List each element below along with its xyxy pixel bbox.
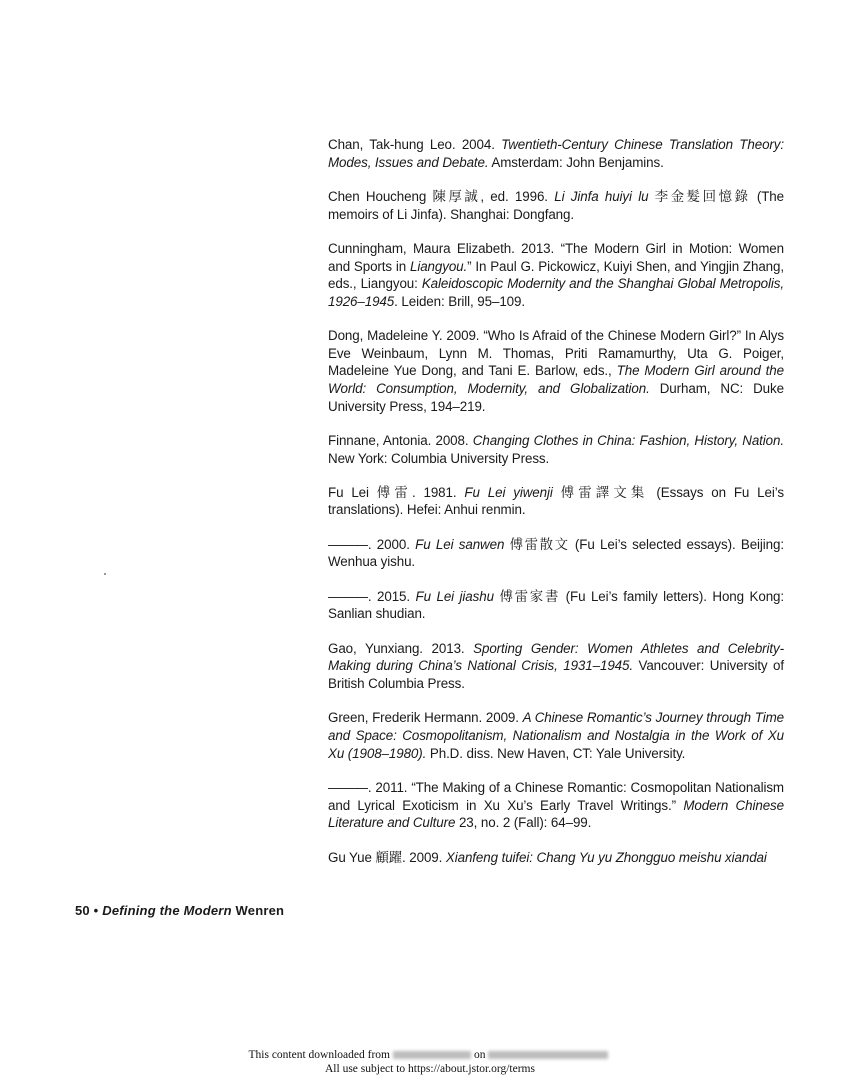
- reference-title: Liangyou.: [409, 258, 468, 274]
- bibliography-list: [328, 136, 784, 883]
- reference-title: Fu Lei jiashu: [415, 588, 494, 604]
- redacted-date: [488, 1051, 608, 1059]
- reference-entry: [328, 432, 784, 467]
- reference-entry: [328, 709, 784, 762]
- reference-text: . Leiden: Brill, 95–109.: [394, 293, 525, 309]
- reference-text: Vancouver: University of British Columbia Press.: [328, 658, 785, 692]
- reference-title: A Chinese Romantic’s Journey through Time and Space: Cosmopolitanism, Nationalism and Nostalgia in the Work of Xu Xu (1908–1980).: [328, 710, 784, 761]
- reference-text: Gu Yue 顧躍. 2009.: [328, 849, 446, 865]
- reference-text: Chan, Tak-hung Leo. 2004.: [328, 137, 502, 152]
- reference-entry: [328, 188, 784, 223]
- running-title: Defining the Modern: [102, 903, 236, 918]
- reference-entry: [328, 849, 784, 867]
- reference-title: Twentieth-Century Chinese Translation Theory: Modes, Issues and Debate.: [328, 137, 784, 170]
- reference-title: Fu Lei sanwen: [415, 536, 505, 552]
- reference-text: ———. 2015.: [328, 588, 416, 604]
- reference-title: Kaleidoscopic Modernity and the Shanghai Global Metropolis, 1926–1945: [328, 276, 784, 309]
- reference-text: Finnane, Antonia. 2008.: [328, 432, 473, 448]
- reference-text: 傅雷家書 (Fu Lei’s family letters). Hong Kong: Sanlian shudian.: [328, 588, 785, 622]
- terms-notice: All use subject to https://about.jstor.org/terms: [325, 1063, 535, 1075]
- reference-title: Xianfeng tuifei: Chang Yu yu Zhongguo meishu xiandai: [445, 849, 767, 865]
- reference-text: 23, no. 2 (Fall): 64–99.: [455, 815, 592, 831]
- reference-entry: [328, 136, 784, 171]
- reference-entry: [328, 779, 784, 832]
- reference-entry: [328, 536, 784, 571]
- reference-text: Ph.D. diss. New Haven, CT: Yale University.: [426, 745, 686, 761]
- reference-text: Chen Houcheng 陳厚誠, ed. 1996.: [328, 188, 555, 204]
- reference-title: Fu Lei yiwenji: [464, 484, 553, 500]
- reference-title: Sporting Gender: Women Athletes and Celebrity-Making during China’s National Crisis, 1931–1945.: [328, 640, 784, 674]
- reference-entry: [328, 588, 784, 623]
- running-title-word: Wenren: [235, 903, 285, 918]
- reference-text: Durham, NC: Duke University Press, 194–219.: [328, 380, 784, 414]
- reference-title: Modern Chinese Literature and Culture: [328, 797, 784, 831]
- reference-text: ———. 2011. “The Making of a Chinese Romantic: Cosmopolitan Nationalism and Lyrical Exoticism in Xu Xu’s Early Travel Writings.”: [328, 780, 784, 813]
- reference-title: Li Jinfa huiyi lu: [554, 188, 649, 204]
- reference-text: Cunningham, Maura Elizabeth. 2013. “The Modern Girl in Motion: Women and Sports in: [328, 240, 784, 274]
- page-folio: [75, 903, 284, 918]
- reference-entry: [328, 484, 784, 519]
- reference-text: Gao, Yunxiang. 2013.: [328, 640, 474, 656]
- reference-text: 傅雷散文 (Fu Lei’s selected essays). Beijing: Wenhua yishu.: [328, 536, 784, 570]
- reference-entry: [328, 240, 784, 310]
- reference-text: ” In Paul G. Pickowicz, Kuiyi Shen, and Yingjin Zhang, eds., Liangyou:: [328, 258, 785, 292]
- redacted-ip: [393, 1051, 471, 1059]
- reference-entry: [328, 327, 784, 415]
- reference-title: Changing Clothes in China: Fashion, History, Nation.: [472, 432, 784, 448]
- page-number: 50 •: [75, 903, 103, 918]
- on-text: on: [473, 1049, 486, 1061]
- reference-entry: [328, 640, 784, 693]
- download-notice: [0, 1048, 860, 1062]
- reference-text: Green, Frederik Hermann. 2009.: [328, 710, 523, 726]
- reference-text: 傅雷譯文集 (Essays on Fu Lei’s translations). Hefei: Anhui renmin.: [328, 484, 784, 518]
- reference-text: Amsterdam: John Benjamins.: [488, 154, 664, 170]
- reference-text: New York: Columbia University Press.: [328, 450, 550, 466]
- speck: [104, 573, 106, 575]
- reference-text: Dong, Madeleine Y. 2009. “Who Is Afraid of the Chinese Modern Girl?” In Alys Eve Weinbaum, Lynn M. Thomas, Priti Ramamurthy, Uta G. Poiger, Madeleine Yue Dong, and Tani E. Barlow, eds.,: [328, 328, 784, 379]
- reference-text: Fu Lei 傅雷. 1981.: [328, 484, 465, 500]
- reference-title: The Modern Girl around the World: Consumption, Modernity, and Globalization.: [328, 363, 784, 396]
- download-text: This content downloaded from: [248, 1049, 390, 1061]
- reference-text: 李金髮回憶錄 (The memoirs of Li Jinfa). Shanghai: Dongfang.: [328, 188, 784, 222]
- jstor-footer: [0, 1048, 860, 1076]
- reference-text: ———. 2000.: [328, 536, 416, 552]
